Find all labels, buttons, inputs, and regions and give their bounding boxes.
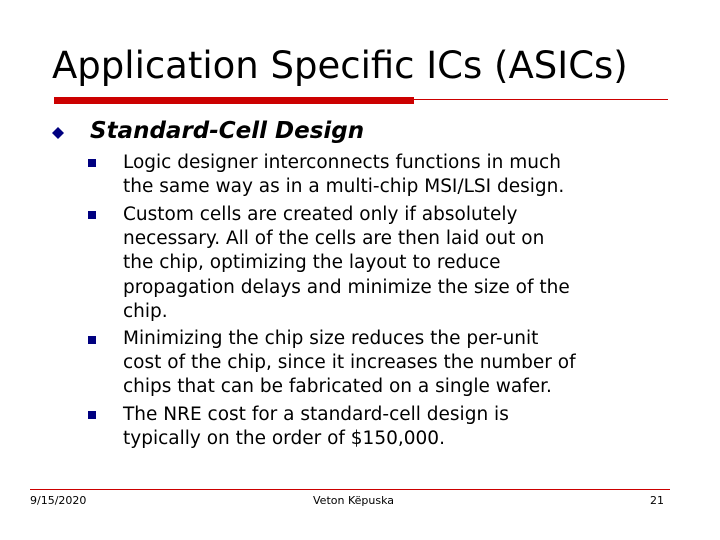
bullet-text: Logic designer interconnects functions in much the same way as in a multi-chip MSI/LSI design. bbox=[123, 152, 565, 198]
bullet-text: The NRE cost for a standard-cell design is typically on the order of $150,000. bbox=[123, 404, 509, 450]
square-bullet-icon bbox=[88, 411, 96, 419]
bullet-text: Minimizing the chip size reduces the per-unit cost of the chip, since it increases the number of chips that can be fabricated on a single wafer. bbox=[123, 328, 576, 398]
square-bullet-icon bbox=[88, 159, 96, 167]
diamond-bullet-icon bbox=[52, 127, 64, 139]
footer-divider bbox=[30, 489, 670, 490]
footer-author: Veton Këpuska bbox=[313, 494, 394, 507]
slide-title: Application Specific ICs (ASICs) bbox=[52, 44, 628, 87]
square-bullet-icon bbox=[88, 336, 96, 344]
section-heading: Standard-Cell Design bbox=[90, 118, 365, 144]
title-underline-thin bbox=[54, 99, 668, 100]
page-number: 21 bbox=[650, 494, 664, 507]
bullet-text: Custom cells are created only if absolutely necessary. All of the cells are then laid out on the chip, optimizing the layout to reduce propagation delays and minimize the size of the chip. bbox=[123, 204, 570, 322]
footer-date: 9/15/2020 bbox=[30, 494, 87, 507]
square-bullet-icon bbox=[88, 211, 96, 219]
